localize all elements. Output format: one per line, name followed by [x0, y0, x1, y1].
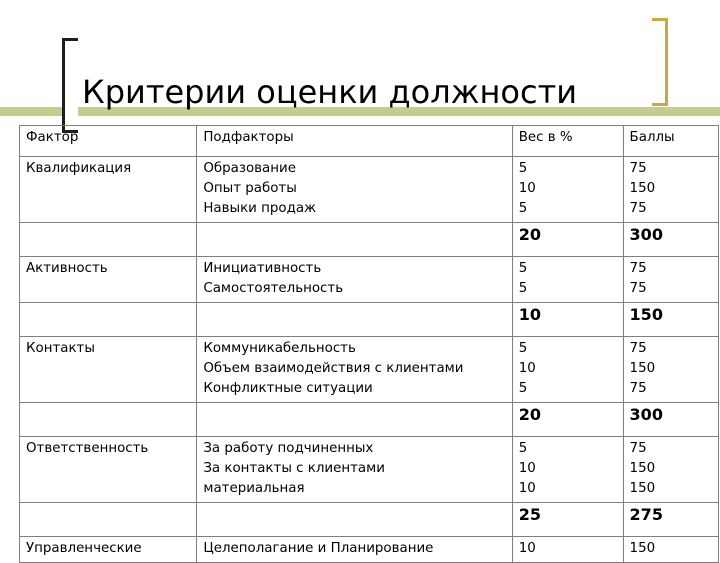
subfactor-item: Коммуникабельность — [203, 341, 356, 356]
factor-cell: Ответственность — [20, 437, 197, 503]
header-points: Баллы — [623, 126, 718, 157]
total-row — [20, 223, 719, 257]
points-value: 75 — [629, 161, 647, 176]
table-header-row — [20, 126, 719, 157]
subfactor-item: Целеполагание и Планирование — [203, 541, 434, 556]
subfactor-item: Навыки продаж — [203, 201, 317, 216]
total-weight: 20 — [512, 403, 623, 437]
points-value: 75 — [629, 281, 647, 296]
subfactor-item: Объем взаимодействия с клиентами — [203, 361, 464, 376]
empty-cell — [197, 303, 512, 337]
points-value: 150 — [629, 541, 656, 556]
weight-value: 5 — [518, 281, 528, 296]
weight-value: 5 — [518, 261, 528, 276]
table-row — [20, 337, 719, 403]
empty-cell — [20, 403, 197, 437]
total-row — [20, 503, 719, 537]
subfactors-cell — [197, 437, 512, 503]
weight-value: 5 — [518, 381, 528, 396]
points-value: 75 — [629, 381, 647, 396]
weight-value: 5 — [518, 201, 528, 216]
total-points: 150 — [623, 303, 718, 337]
points-value: 75 — [629, 261, 647, 276]
table-row — [20, 437, 719, 503]
points-cell — [623, 337, 718, 403]
total-row — [20, 303, 719, 337]
empty-cell — [20, 503, 197, 537]
factor-cell: Активность — [20, 257, 197, 303]
points-value: 150 — [629, 181, 656, 196]
points-cell — [623, 537, 718, 563]
subfactor-item: Образование — [203, 161, 296, 176]
factor-cell: Квалификация — [20, 157, 197, 223]
weights-cell — [512, 257, 623, 303]
empty-cell — [20, 223, 197, 257]
weight-value: 10 — [518, 461, 536, 476]
subfactor-item: Самостоятельность — [203, 281, 344, 296]
empty-cell — [20, 303, 197, 337]
weight-value: 5 — [518, 441, 528, 456]
slide-title: Критерии оценки должности — [82, 73, 578, 111]
empty-cell — [197, 223, 512, 257]
left-bracket-decoration — [62, 38, 78, 133]
weights-cell — [512, 537, 623, 563]
subfactors-cell — [197, 157, 512, 223]
weight-value: 5 — [518, 341, 528, 356]
empty-cell — [197, 503, 512, 537]
right-bracket-decoration — [652, 18, 668, 106]
points-value: 75 — [629, 341, 647, 356]
header-weight: Вес в % — [512, 126, 623, 157]
points-cell — [623, 157, 718, 223]
table-row — [20, 257, 719, 303]
points-cell — [623, 257, 718, 303]
subfactors-cell — [197, 537, 512, 563]
subfactor-item: За контакты с клиентами — [203, 461, 385, 476]
weights-cell — [512, 157, 623, 223]
header-subfactors: Подфакторы — [197, 126, 512, 157]
total-row — [20, 403, 719, 437]
weight-value: 10 — [518, 481, 536, 496]
subfactors-cell — [197, 337, 512, 403]
table-row — [20, 537, 719, 563]
total-weight: 25 — [512, 503, 623, 537]
weight-value: 5 — [518, 161, 528, 176]
subfactor-item: Опыт работы — [203, 181, 297, 196]
total-weight: 10 — [512, 303, 623, 337]
total-points: 275 — [623, 503, 718, 537]
total-points: 300 — [623, 223, 718, 257]
points-cell — [623, 437, 718, 503]
table-row — [20, 157, 719, 223]
subfactor-item: Инициативность — [203, 261, 322, 276]
weight-value: 10 — [518, 541, 536, 556]
subfactor-item: Конфликтные ситуации — [203, 381, 373, 396]
points-value: 75 — [629, 441, 647, 456]
header-factor: Фактор — [20, 126, 197, 157]
subfactor-item: материальная — [203, 481, 305, 496]
total-weight: 20 — [512, 223, 623, 257]
subfactors-cell — [197, 257, 512, 303]
empty-cell — [197, 403, 512, 437]
weights-cell — [512, 337, 623, 403]
weight-value: 10 — [518, 181, 536, 196]
points-value: 150 — [629, 461, 656, 476]
factor-cell: Контакты — [20, 337, 197, 403]
factor-cell: Управленческие — [20, 537, 197, 563]
weights-cell — [512, 437, 623, 503]
criteria-table — [19, 125, 719, 563]
subfactor-item: За работу подчиненных — [203, 441, 374, 456]
weight-value: 10 — [518, 361, 536, 376]
points-value: 150 — [629, 361, 656, 376]
points-value: 150 — [629, 481, 656, 496]
points-value: 75 — [629, 201, 647, 216]
total-points: 300 — [623, 403, 718, 437]
